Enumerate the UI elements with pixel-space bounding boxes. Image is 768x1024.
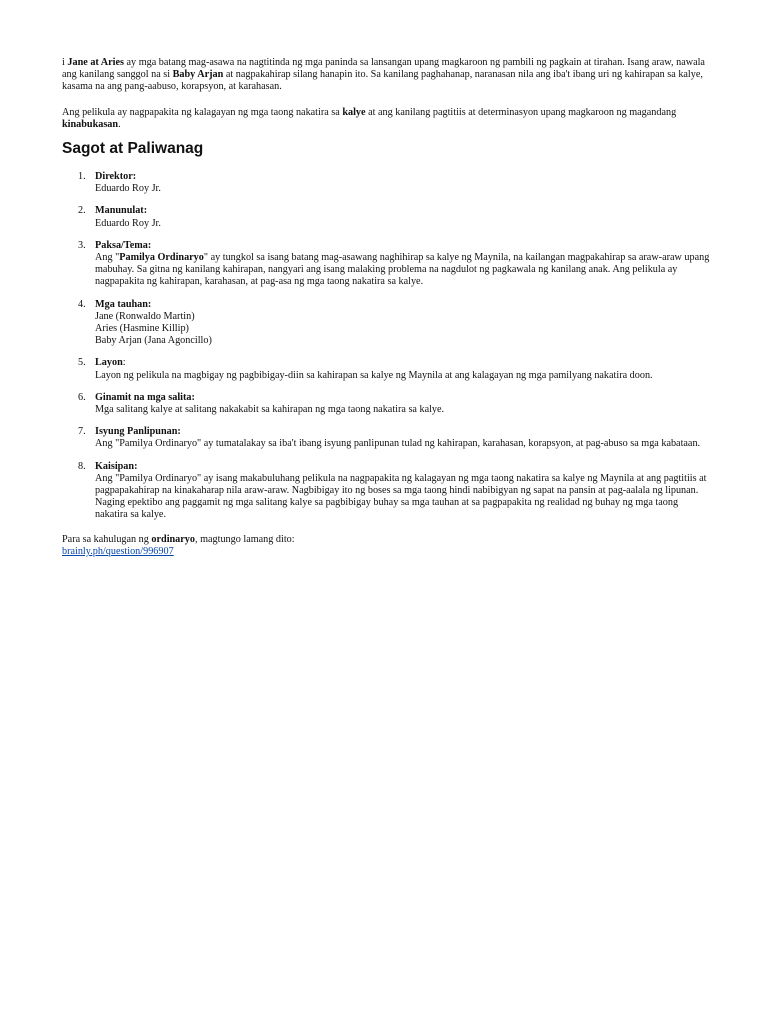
summary-text: Ang pelikula ay nagpapakita ng kalagayan ng mga taong nakatira sa xyxy=(62,106,343,118)
answer-list xyxy=(62,171,710,522)
item-label-row xyxy=(95,357,710,369)
intro-bold-names: Jane at Aries xyxy=(67,57,124,68)
item-number: 2. xyxy=(78,205,86,217)
summary-bold-kinabukasan: kinabukasan xyxy=(62,118,119,130)
section-heading: Sagot at Paliwanag xyxy=(62,140,204,158)
summary-paragraph xyxy=(62,107,710,131)
intro-text: i xyxy=(62,57,68,68)
list-item-manunulat xyxy=(62,205,710,229)
summary-text: . xyxy=(118,118,121,130)
item-text: Eduardo Roy Jr. xyxy=(95,183,161,195)
item-number: 1. xyxy=(78,171,86,183)
list-item-mga-tauhan xyxy=(62,299,710,348)
label-colon: : xyxy=(122,357,126,369)
summary-text: at ang kanilang pagtitiis at determinasyon upang magkaroon ng magandang xyxy=(365,106,677,118)
item-number: 6. xyxy=(78,391,86,403)
item-label: Direktor: xyxy=(95,171,137,183)
answer-content xyxy=(62,57,710,558)
list-item-direktor xyxy=(62,171,710,195)
intro-text: ay mga batang mag-asawa na nagtitinda ng mga paninda sa lansangan upang magkaroon ng pambili ng pagkain at tirahan. Isang araw, nawala ang kanilang sanggol na si xyxy=(62,57,705,81)
brainly-link[interactable]: brainly.ph/question/996907 xyxy=(62,545,174,557)
character-entry: Aries (Hasmine Killip) xyxy=(95,323,189,335)
item-label: Paksa/Tema: xyxy=(95,239,152,251)
list-item-isyung-panlipunan xyxy=(62,426,710,450)
item-text: Ang "Pamilya Ordinaryo" ay tumatalakay sa iba't ibang isyung panlipunan tulad ng kahirapan, karahasan, korapsyon, at pag-abuso sa mga kabataan. xyxy=(95,438,701,450)
item-number: 7. xyxy=(78,426,86,438)
character-entry: Jane (Ronwaldo Martin) xyxy=(95,310,195,322)
item-text xyxy=(95,252,710,289)
character-entry: Baby Arjan (Jana Agoncillo) xyxy=(95,335,212,347)
item-text-part: Ang " xyxy=(95,252,120,264)
intro-paragraph xyxy=(62,57,710,94)
summary-bold-kalye: kalye xyxy=(342,106,366,118)
item-label: Manunulat: xyxy=(95,205,148,217)
footer-note xyxy=(62,534,710,546)
intro-text: at nagpakahirap silang hanapin ito. Sa kanilang paghahanap, naranasan nila ang iba't ibang uri ng kahirapan sa kalye, kasama na ang pang-aabuso, korapsyon, at karahasan. xyxy=(62,69,703,93)
item-text: Layon ng pelikula na magbigay ng pagbibigay-diin sa kahirapan sa kalye ng Maynila at ang kalagayan ng mga pamilyang nakatira doon. xyxy=(95,369,653,381)
footer-bold-word: ordinaryo xyxy=(151,533,195,545)
item-text: Mga salitang kalye at salitang nakakabit sa kahirapan ng mga taong nakatira sa kalye. xyxy=(95,404,445,416)
footer-text: , magtungo lamang dito: xyxy=(195,533,295,545)
intro-bold-baby: Baby Arjan xyxy=(172,69,224,81)
item-text: Ang "Pamilya Ordinaryo" ay isang makabuluhang pelikula na nagpapakita ng kalagayan ng mga taong nakatira sa kalye ng Maynila at ang pagtitiis at pagpapakahirap na kinakaharap nila araw-araw. Nagbibigay ito ng boses sa mga taong hindi nabibigyan ng sapat na pansin at pag-aalala ng lipunan. Naging epektibo ang paggamit ng mga salitang kalye sa pagbibigay buhay sa mga tauhan at sa pagpapakita ng realidad ng buhay ng mga taong nakatira sa kalye. xyxy=(95,472,707,521)
item-number: 8. xyxy=(78,460,86,472)
item-number: 5. xyxy=(78,357,86,369)
list-item-ginamit-na-salita xyxy=(62,392,710,416)
item-text: Eduardo Roy Jr. xyxy=(95,217,161,229)
film-title: Pamilya Ordinaryo xyxy=(119,252,204,264)
item-label: Ginamit na mga salita: xyxy=(95,391,195,403)
footer-text: Para sa kahulugan ng xyxy=(62,533,152,545)
list-item-kaisipan xyxy=(62,461,710,522)
item-number: 3. xyxy=(78,239,86,251)
item-label: Layon xyxy=(95,357,123,369)
item-label: Isyung Panlipunan: xyxy=(95,426,181,438)
item-number: 4. xyxy=(78,298,86,310)
list-item-paksa-tema xyxy=(62,240,710,289)
item-label: Mga tauhan: xyxy=(95,298,152,310)
item-text-part: " ay tungkol sa isang batang mag-asawang naghihirap sa kalye ng Maynila, na kailangan magpakahirap sa araw-araw upang mabuhay. Sa gitna ng kanilang kahirapan, nangyari ang isang malaking problema na nagdulot ng pagkawala ng kanilang anak. Ang pelikula ay nagpapakita ng kahirapan, karahasan, at pag-asa ng mga taong nakatira sa kalye. xyxy=(95,252,710,288)
list-item-layon xyxy=(62,357,710,381)
item-label: Kaisipan: xyxy=(95,460,138,472)
